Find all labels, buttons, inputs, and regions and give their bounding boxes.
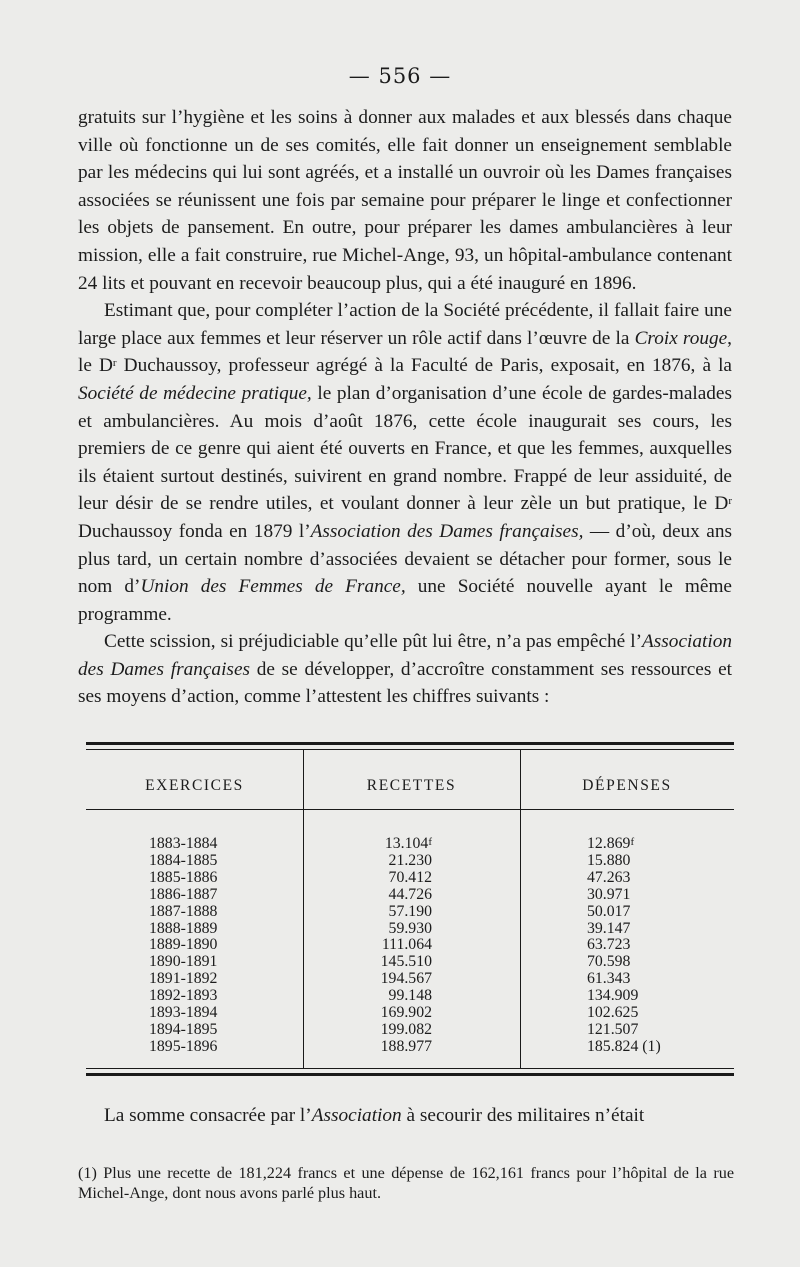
table-cell-recette <box>359 904 432 921</box>
cell-value: 1895-1896 <box>149 1037 218 1055</box>
column-separator <box>303 750 304 1068</box>
table-top-rule-thin <box>86 749 734 750</box>
cell-value: 21.230 <box>388 851 432 869</box>
cell-value: 185.824 (1) <box>587 1037 661 1055</box>
text-run: Estimant que, pour compléter l’action de la Société précédente, il fallait faire une large place aux femmes et leur réserver un rôle actif dans l’œuvre de la <box>78 300 732 349</box>
table-cell-depense <box>587 954 707 971</box>
header-recettes: RECETTES <box>366 777 457 794</box>
table-top-rule-thick <box>86 742 734 745</box>
table-cell-depense <box>587 937 707 954</box>
column-separator <box>520 750 521 1068</box>
cell-value: 13.104 <box>384 835 429 852</box>
text-run: Duchaussoy fonda en 1879 l’ <box>78 520 311 542</box>
table-cell-recette <box>359 1005 432 1022</box>
column-depenses <box>587 836 707 1056</box>
cell-value: 134.909 <box>587 987 639 1005</box>
italic-text: Croix rouge <box>634 327 728 349</box>
table-cell-exercice <box>149 836 217 853</box>
table-cell-depense <box>587 853 707 870</box>
table-cell-depense <box>587 904 707 921</box>
cell-value: 15.880 <box>587 851 631 869</box>
table-cell-exercice <box>149 887 217 904</box>
table-cell-exercice <box>149 1039 217 1056</box>
header-depenses: DÉPENSES <box>582 777 672 794</box>
header-exercices: EXERCICES <box>145 777 244 794</box>
table-header-rule <box>86 809 734 810</box>
cell-value: 1887-1888 <box>149 902 218 920</box>
text-run: de se développer, d’accroître constamment ses ressources et ses moyens d’action, comme l’attestent les chiffres suivants : <box>78 658 732 708</box>
table-cell-recette <box>359 988 432 1005</box>
cell-value: 1886-1887 <box>149 885 218 903</box>
table-cell-recette <box>359 887 432 904</box>
table-cell-exercice <box>149 853 217 870</box>
page-number: — 556 — <box>348 64 452 88</box>
table-cell-exercice <box>149 1005 217 1022</box>
table-cell-recette <box>359 1022 432 1039</box>
paragraph <box>78 628 732 711</box>
currency-superscript: f <box>630 836 635 848</box>
table-cell-recette <box>359 954 432 971</box>
cell-value: 99.148 <box>388 987 432 1005</box>
table-cell-depense <box>587 1039 707 1056</box>
cell-value: 194.567 <box>380 970 432 988</box>
text-run: gratuits sur l’hygiène et les soins à donner aux malades et aux blessés dans chaque ville où fonctionne un de ses comités, elle fait donner un enseignement semblable par les médecins qui lui sont agréés, et a installé un ouvroir où les Dames françaises associées se réunissent une fois par semaine pour préparer le linge et confectionner les objets de pansement. En outre, pour préparer les dames ambulancières à leur mission, elle a fait construire, rue Michel-Ange, 93, un hôpital-ambulance contenant 24 lits et pouvant en recevoir beaucoup plus, qui a été inauguré en 1896. <box>78 107 732 294</box>
table-cell-depense <box>587 870 707 887</box>
text-run: à secourir des militaires n’était <box>401 1105 645 1126</box>
table-cell-recette <box>359 853 432 870</box>
cell-value: 145.510 <box>380 953 432 971</box>
cell-value: 1888-1889 <box>149 919 218 937</box>
italic-text: Association des Dames françaises <box>78 631 732 680</box>
table-cell-depense <box>587 971 707 988</box>
column-recettes <box>359 836 432 1056</box>
text-run: le plan d’organisation d’une école de gardes-malades et ambulancières. Au mois d’août 1876, cette école inaugurait ses cours, les premiers de ce genre qui aient été ouverts en France, et que les femmes, auxquelles ils étaient surtout destinés, suivirent en grand nombre. Frappé de leur assiduité, de leur désir de se rendre utiles, et voulant donner à leur zèle un but pratique, le D <box>78 382 732 515</box>
table-cell-exercice <box>149 954 217 971</box>
table-cell-exercice <box>149 870 217 887</box>
table-cell-depense <box>587 836 707 853</box>
cell-value: 59.930 <box>388 919 432 937</box>
table-cell-recette <box>359 971 432 988</box>
cell-value: 1893-1894 <box>149 1004 218 1022</box>
paragraph <box>78 1102 732 1130</box>
italic-text: Association <box>311 1105 402 1126</box>
superscript: r <box>728 495 732 508</box>
cell-value: 47.263 <box>587 868 631 886</box>
table-cell-exercice <box>149 937 217 954</box>
superscript: r <box>112 357 117 370</box>
cell-value: 63.723 <box>587 936 631 954</box>
cell-value: 44.726 <box>388 885 432 903</box>
text-run: Cette scission, si préjudiciable qu’elle pût lui être, n’a pas empêché l’ <box>104 631 643 653</box>
text-run: Duchaussoy, professeur agrégé à la Faculté de Paris, exposait, en 1876, à la <box>116 355 732 377</box>
table-cell-depense <box>587 1005 707 1022</box>
table-bottom-rule-thick <box>86 1073 734 1076</box>
cell-value: 1890-1891 <box>149 953 218 971</box>
cell-value: 70.598 <box>587 953 631 971</box>
table-cell-exercice <box>149 1022 217 1039</box>
cell-value: 57.190 <box>388 902 432 920</box>
continuation-text <box>78 1102 732 1130</box>
table-bottom-rule-thin <box>86 1068 734 1069</box>
table-cell-exercice <box>149 904 217 921</box>
text-run: une Société nouvelle ayant le même programme. <box>78 576 732 625</box>
text-run: , le D <box>78 327 732 377</box>
table-cell-recette <box>359 1039 432 1056</box>
table-cell-recette <box>359 836 432 853</box>
finance-table <box>86 742 734 1078</box>
cell-value: 1892-1893 <box>149 987 218 1005</box>
text-run: — d’où, deux ans plus tard, un certain nombre d’associées devaient se détacher pour former, sous le nom d’ <box>78 520 732 598</box>
italic-text: Société de médecine pratique, <box>78 382 312 404</box>
footnote: (1) Plus une recette de 181,224 francs et une dépense de 162,161 francs pour l’hôpital de la rue Michel-Ange, dont nous avons parlé plus haut. <box>78 1164 734 1203</box>
table-cell-exercice <box>149 971 217 988</box>
table-cell-depense <box>587 988 707 1005</box>
cell-value: 111.064 <box>381 936 432 954</box>
table-cell-exercice <box>149 988 217 1005</box>
cell-value: 12.869 <box>587 835 631 852</box>
currency-superscript: f <box>428 836 432 848</box>
cell-value: 1884-1885 <box>149 851 218 869</box>
table-cell-recette <box>359 921 432 938</box>
italic-text: Union des Femmes de France, <box>140 576 406 598</box>
cell-value: 1885-1886 <box>149 868 218 886</box>
cell-value: 50.017 <box>587 902 631 920</box>
table-cell-depense <box>587 887 707 904</box>
table-cell-depense <box>587 921 707 938</box>
text-run: La somme consacrée par l’ <box>104 1105 312 1126</box>
italic-text: Association des Dames françaises, <box>310 520 584 542</box>
cell-value: 1894-1895 <box>149 1020 218 1038</box>
cell-value: 1891-1892 <box>149 970 218 988</box>
cell-value: 1883-1884 <box>149 835 218 852</box>
cell-value: 169.902 <box>380 1004 432 1022</box>
table-cell-recette <box>359 937 432 954</box>
table-cell-depense <box>587 1022 707 1039</box>
main-text <box>78 104 732 711</box>
table-cell-exercice <box>149 921 217 938</box>
cell-value: 30.971 <box>587 885 631 903</box>
cell-value: 199.082 <box>380 1020 432 1038</box>
paragraph <box>78 297 732 628</box>
column-exercices <box>149 836 217 1056</box>
cell-value: 39.147 <box>587 919 631 937</box>
cell-value: 1889-1890 <box>149 936 218 954</box>
cell-value: 102.625 <box>587 1004 639 1022</box>
cell-value: 70.412 <box>388 868 432 886</box>
cell-value: 61.343 <box>587 970 631 988</box>
cell-value: 121.507 <box>587 1020 639 1038</box>
table-cell-recette <box>359 870 432 887</box>
cell-value: 188.977 <box>380 1037 432 1055</box>
paragraph <box>78 104 732 297</box>
